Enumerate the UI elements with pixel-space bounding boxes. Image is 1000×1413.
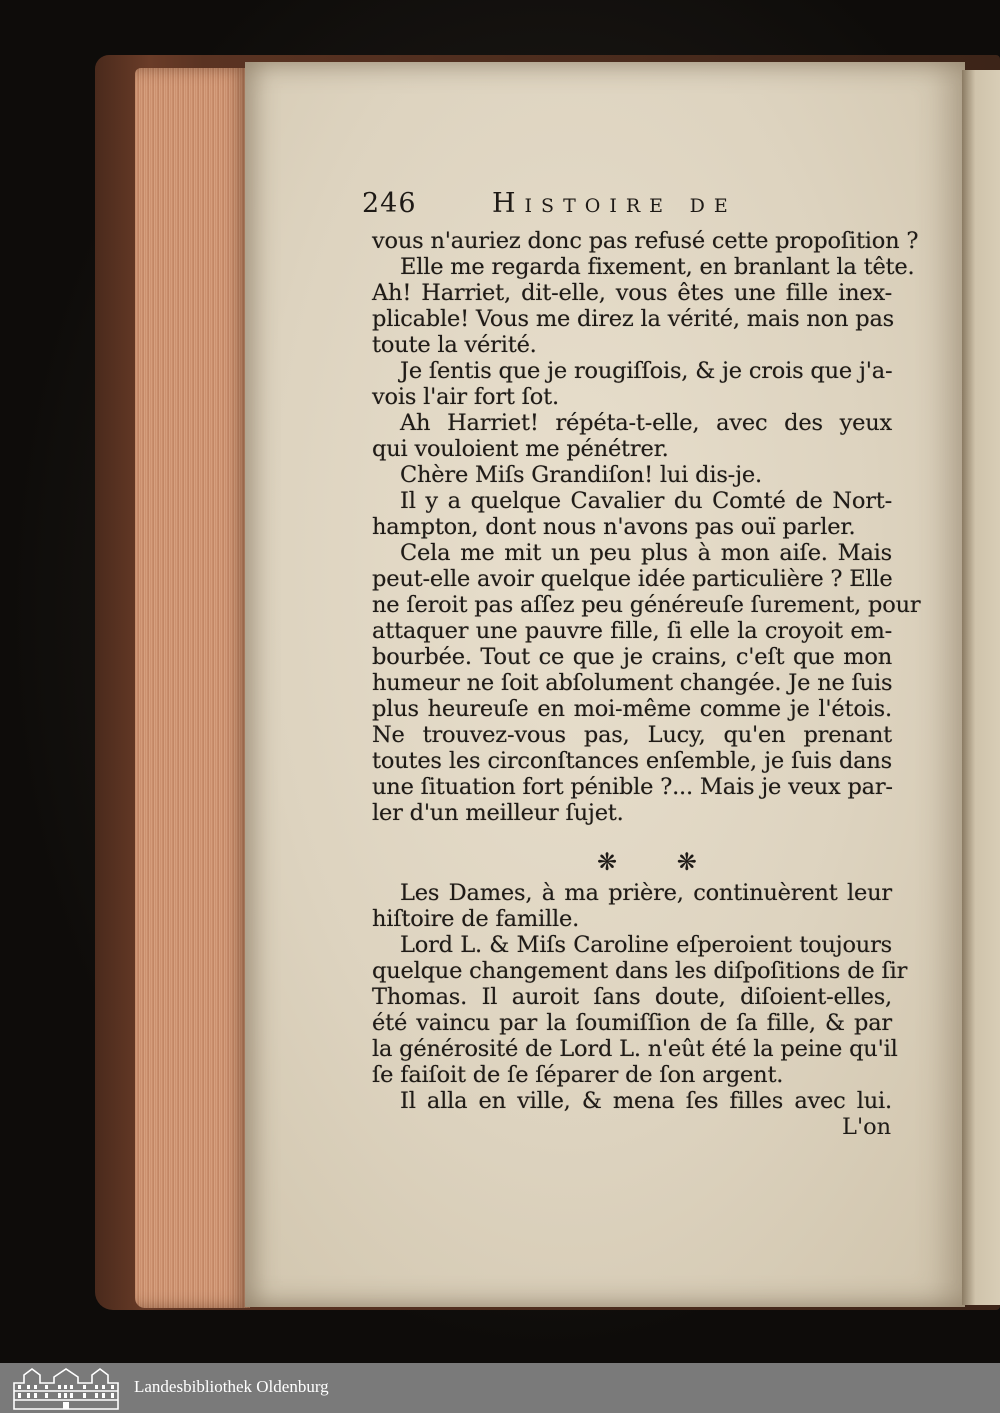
text-line: Ah Harriet! répéta-t-elle, avec des yeux <box>400 410 892 436</box>
text-line: Je ſentis que je rougiſſois, & je crois que j'a- <box>400 358 893 384</box>
library-name: Landesbibliothek Oldenburg <box>134 1377 329 1396</box>
text-line: plus heureuſe en moi-même comme je l'étois. <box>372 696 892 722</box>
text-line: plicable! Vous me direz la vérité, mais non pas <box>372 306 895 332</box>
library-footer-bar <box>0 1363 1000 1413</box>
library-building-icon <box>10 1365 122 1411</box>
running-title: Histoire de <box>492 188 737 219</box>
text-line: qui vouloient me pénétrer. <box>372 436 669 462</box>
text-line: vois l'air fort ſot. <box>372 384 559 410</box>
text-line: Elle me regarda fixement, en branlant la tête. <box>400 254 915 280</box>
text-line: Thomas. Il auroit ſans doute, diſoient-elles, <box>372 984 892 1010</box>
text-line: ſe faiſoit de ſe ſéparer de ſon argent. <box>372 1062 784 1088</box>
text-line: ler d'un meilleur ſujet. <box>372 800 624 826</box>
text-line: Il y a quelque Cavalier du Comté de Nort- <box>400 488 892 514</box>
text-line: Cela me mit un peu plus à mon aiſe. Mais <box>400 540 892 566</box>
text-line: bourbée. Tout ce que je crains, c'eſt que mon <box>372 644 892 670</box>
section-ornament: ❋ ❋ <box>597 848 723 876</box>
text-line: ne ſeroit pas aſſez peu généreuſe ſurement, pour <box>372 592 921 618</box>
text-line: Lord L. & Miſs Caroline eſperoient toujours <box>400 932 892 958</box>
catchword: L'on <box>842 1114 892 1140</box>
page-edges <box>135 68 250 1308</box>
text-line: humeur ne ſoit abſolument changée. Je ne ſuis <box>372 670 893 696</box>
text-line: la générosité de Lord L. n'eût été la peine qu'il <box>372 1036 898 1062</box>
text-line: été vaincu par la ſoumiſſion de ſa fille, & par <box>372 1010 892 1036</box>
text-line: hiſtoire de famille. <box>372 906 580 932</box>
running-header <box>362 184 900 224</box>
text-line: attaquer une pauvre fille, ſi elle la croyoit em- <box>372 618 892 644</box>
page-number: 246 <box>362 188 417 219</box>
text-line: hampton, dont nous n'avons pas ouï parler. <box>372 514 856 540</box>
text-line: Ah! Harriet, dit-elle, vous êtes une fille inex- <box>372 280 892 306</box>
text-line: Ne trouvez-vous pas, Lucy, qu'en prenant <box>372 722 892 748</box>
facing-page-edge <box>962 70 1000 1305</box>
text-line: toutes les circonſtances enſemble, je ſuis dans <box>372 748 892 774</box>
text-line: Chère Miſs Grandiſon! lui dis-je. <box>400 462 762 488</box>
text-line: peut-elle avoir quelque idée particulière ? Elle <box>372 566 893 592</box>
text-line: Les Dames, à ma prière, continuèrent leur <box>400 880 892 906</box>
text-line: une ſituation fort pénible ?... Mais je veux par- <box>372 774 893 800</box>
text-line: toute la vérité. <box>372 332 537 358</box>
text-line: quelque changement dans les diſpoſitions de ſir <box>372 958 908 984</box>
text-line: vous n'auriez donc pas refusé cette propoſition ? <box>372 228 919 254</box>
text-line: Il alla en ville, & mena ſes filles avec lui. <box>400 1088 892 1114</box>
